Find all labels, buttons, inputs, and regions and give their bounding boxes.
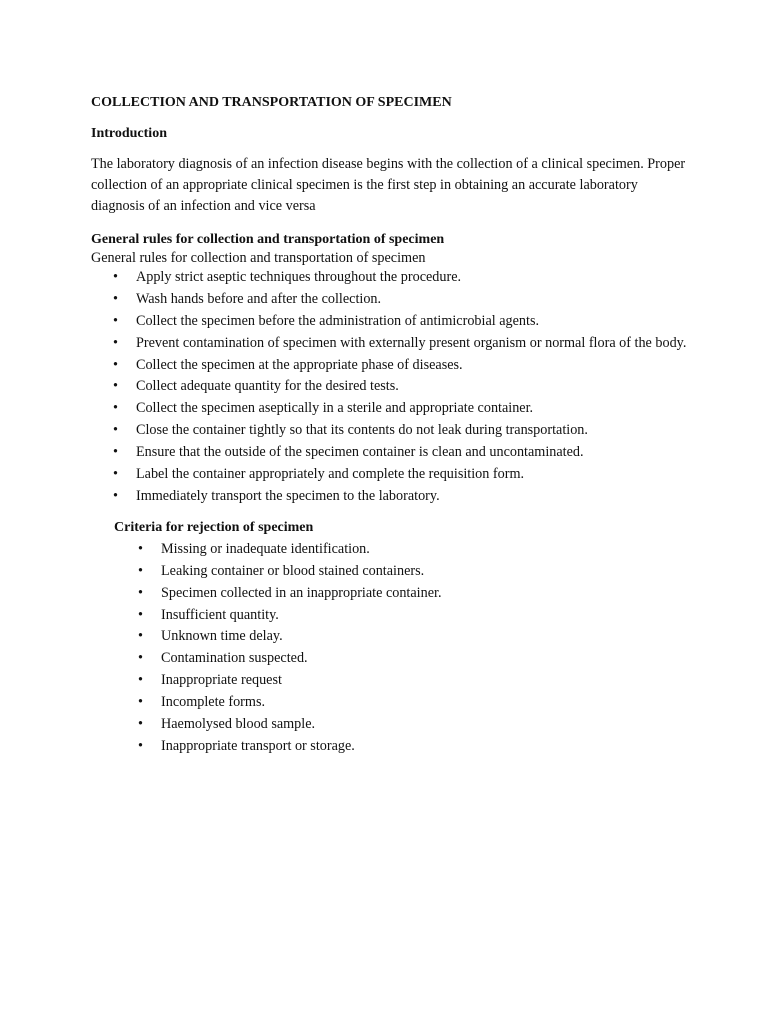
list-item xyxy=(113,464,691,484)
bullet-icon: • xyxy=(113,487,118,504)
list-item-text: Leaking container or blood stained containers. xyxy=(161,562,425,579)
general-rules-list xyxy=(91,267,691,506)
list-item-text: Ensure that the outside of the specimen container is clean and uncontaminated. xyxy=(136,444,584,461)
bullet-icon: • xyxy=(138,540,143,557)
bullet-icon: • xyxy=(113,422,118,439)
rejection-criteria-list xyxy=(114,539,691,756)
list-item xyxy=(113,486,691,506)
list-item-text: Haemolysed blood sample. xyxy=(161,716,316,733)
bullet-icon: • xyxy=(113,400,118,417)
introduction-heading: Introduction xyxy=(91,126,167,141)
bullet-icon: • xyxy=(113,312,118,329)
bullet-icon: • xyxy=(138,606,143,623)
bullet-icon: • xyxy=(138,562,143,579)
list-item xyxy=(113,289,691,309)
list-item-text: Collect the specimen aseptically in a sterile and appropriate container. xyxy=(136,400,534,417)
bullet-icon: • xyxy=(138,628,143,645)
list-item xyxy=(138,670,691,690)
list-item-text: Apply strict aseptic techniques throughout the procedure. xyxy=(136,269,462,285)
general-rules-subheading: General rules for collection and transportation of specimen xyxy=(91,250,426,266)
list-item-text: Missing or inadequate identification. xyxy=(161,540,370,557)
list-item-text: Inappropriate transport or storage. xyxy=(161,737,355,754)
list-item-text: Incomplete forms. xyxy=(161,694,266,711)
document-body xyxy=(91,93,691,758)
list-item-text: Specimen collected in an inappropriate container. xyxy=(161,584,442,601)
list-item xyxy=(113,398,691,418)
list-item-text: Collect adequate quantity for the desired tests. xyxy=(136,378,399,395)
general-rules-heading: General rules for collection and transportation of specimen xyxy=(91,232,445,247)
list-item xyxy=(113,333,691,353)
list-item xyxy=(138,539,691,559)
bullet-icon: • xyxy=(113,334,118,351)
bullet-icon: • xyxy=(138,672,143,689)
list-item xyxy=(138,626,691,646)
list-item-text: Contamination suspected. xyxy=(161,650,308,667)
list-item-text: Wash hands before and after the collection. xyxy=(136,290,382,307)
bullet-icon: • xyxy=(113,269,118,285)
rejection-criteria-section xyxy=(114,518,691,756)
bullet-icon: • xyxy=(113,444,118,461)
list-item-text: Label the container appropriately and complete the requisition form. xyxy=(136,466,525,483)
list-item xyxy=(113,420,691,440)
list-item xyxy=(138,648,691,668)
list-item xyxy=(138,736,691,756)
list-item xyxy=(113,376,691,396)
list-item-text: Insufficient quantity. xyxy=(161,606,279,623)
bullet-icon: • xyxy=(113,378,118,395)
bullet-icon: • xyxy=(138,584,143,601)
list-item-text: Inappropriate request xyxy=(161,672,282,689)
list-item xyxy=(113,442,691,462)
list-item xyxy=(138,714,691,734)
bullet-icon: • xyxy=(113,290,118,307)
list-item-text: Prevent contamination of specimen with externally present organism or normal flora of the body. xyxy=(136,334,687,351)
rejection-criteria-heading: Criteria for rejection of specimen xyxy=(114,519,314,535)
list-item-text: Collect the specimen before the administration of antimicrobial agents. xyxy=(136,312,540,329)
list-item xyxy=(138,561,691,581)
list-item xyxy=(138,692,691,712)
bullet-icon: • xyxy=(138,737,143,754)
list-item xyxy=(113,355,691,375)
list-item xyxy=(138,583,691,603)
list-item xyxy=(113,267,691,287)
bullet-icon: • xyxy=(138,716,143,733)
bullet-icon: • xyxy=(138,650,143,667)
list-item xyxy=(113,311,691,331)
list-item-text: Immediately transport the specimen to the laboratory. xyxy=(136,487,440,504)
bullet-icon: • xyxy=(138,694,143,711)
bullet-icon: • xyxy=(113,466,118,483)
document-title: COLLECTION AND TRANSPORTATION OF SPECIMEN xyxy=(91,95,452,110)
list-item xyxy=(138,605,691,625)
introduction-paragraph: The laboratory diagnosis of an infection disease begins with the collection of a clinical specimen. Proper collection of an appropriate clinical specimen is the first step in obtaining an accurate laboratory diagnosis of an infection and vice versa xyxy=(91,156,686,214)
bullet-icon: • xyxy=(113,356,118,373)
list-item-text: Unknown time delay. xyxy=(161,628,283,645)
list-item-text: Close the container tightly so that its contents do not leak during transportation. xyxy=(136,422,588,439)
list-item-text: Collect the specimen at the appropriate phase of diseases. xyxy=(136,356,463,373)
